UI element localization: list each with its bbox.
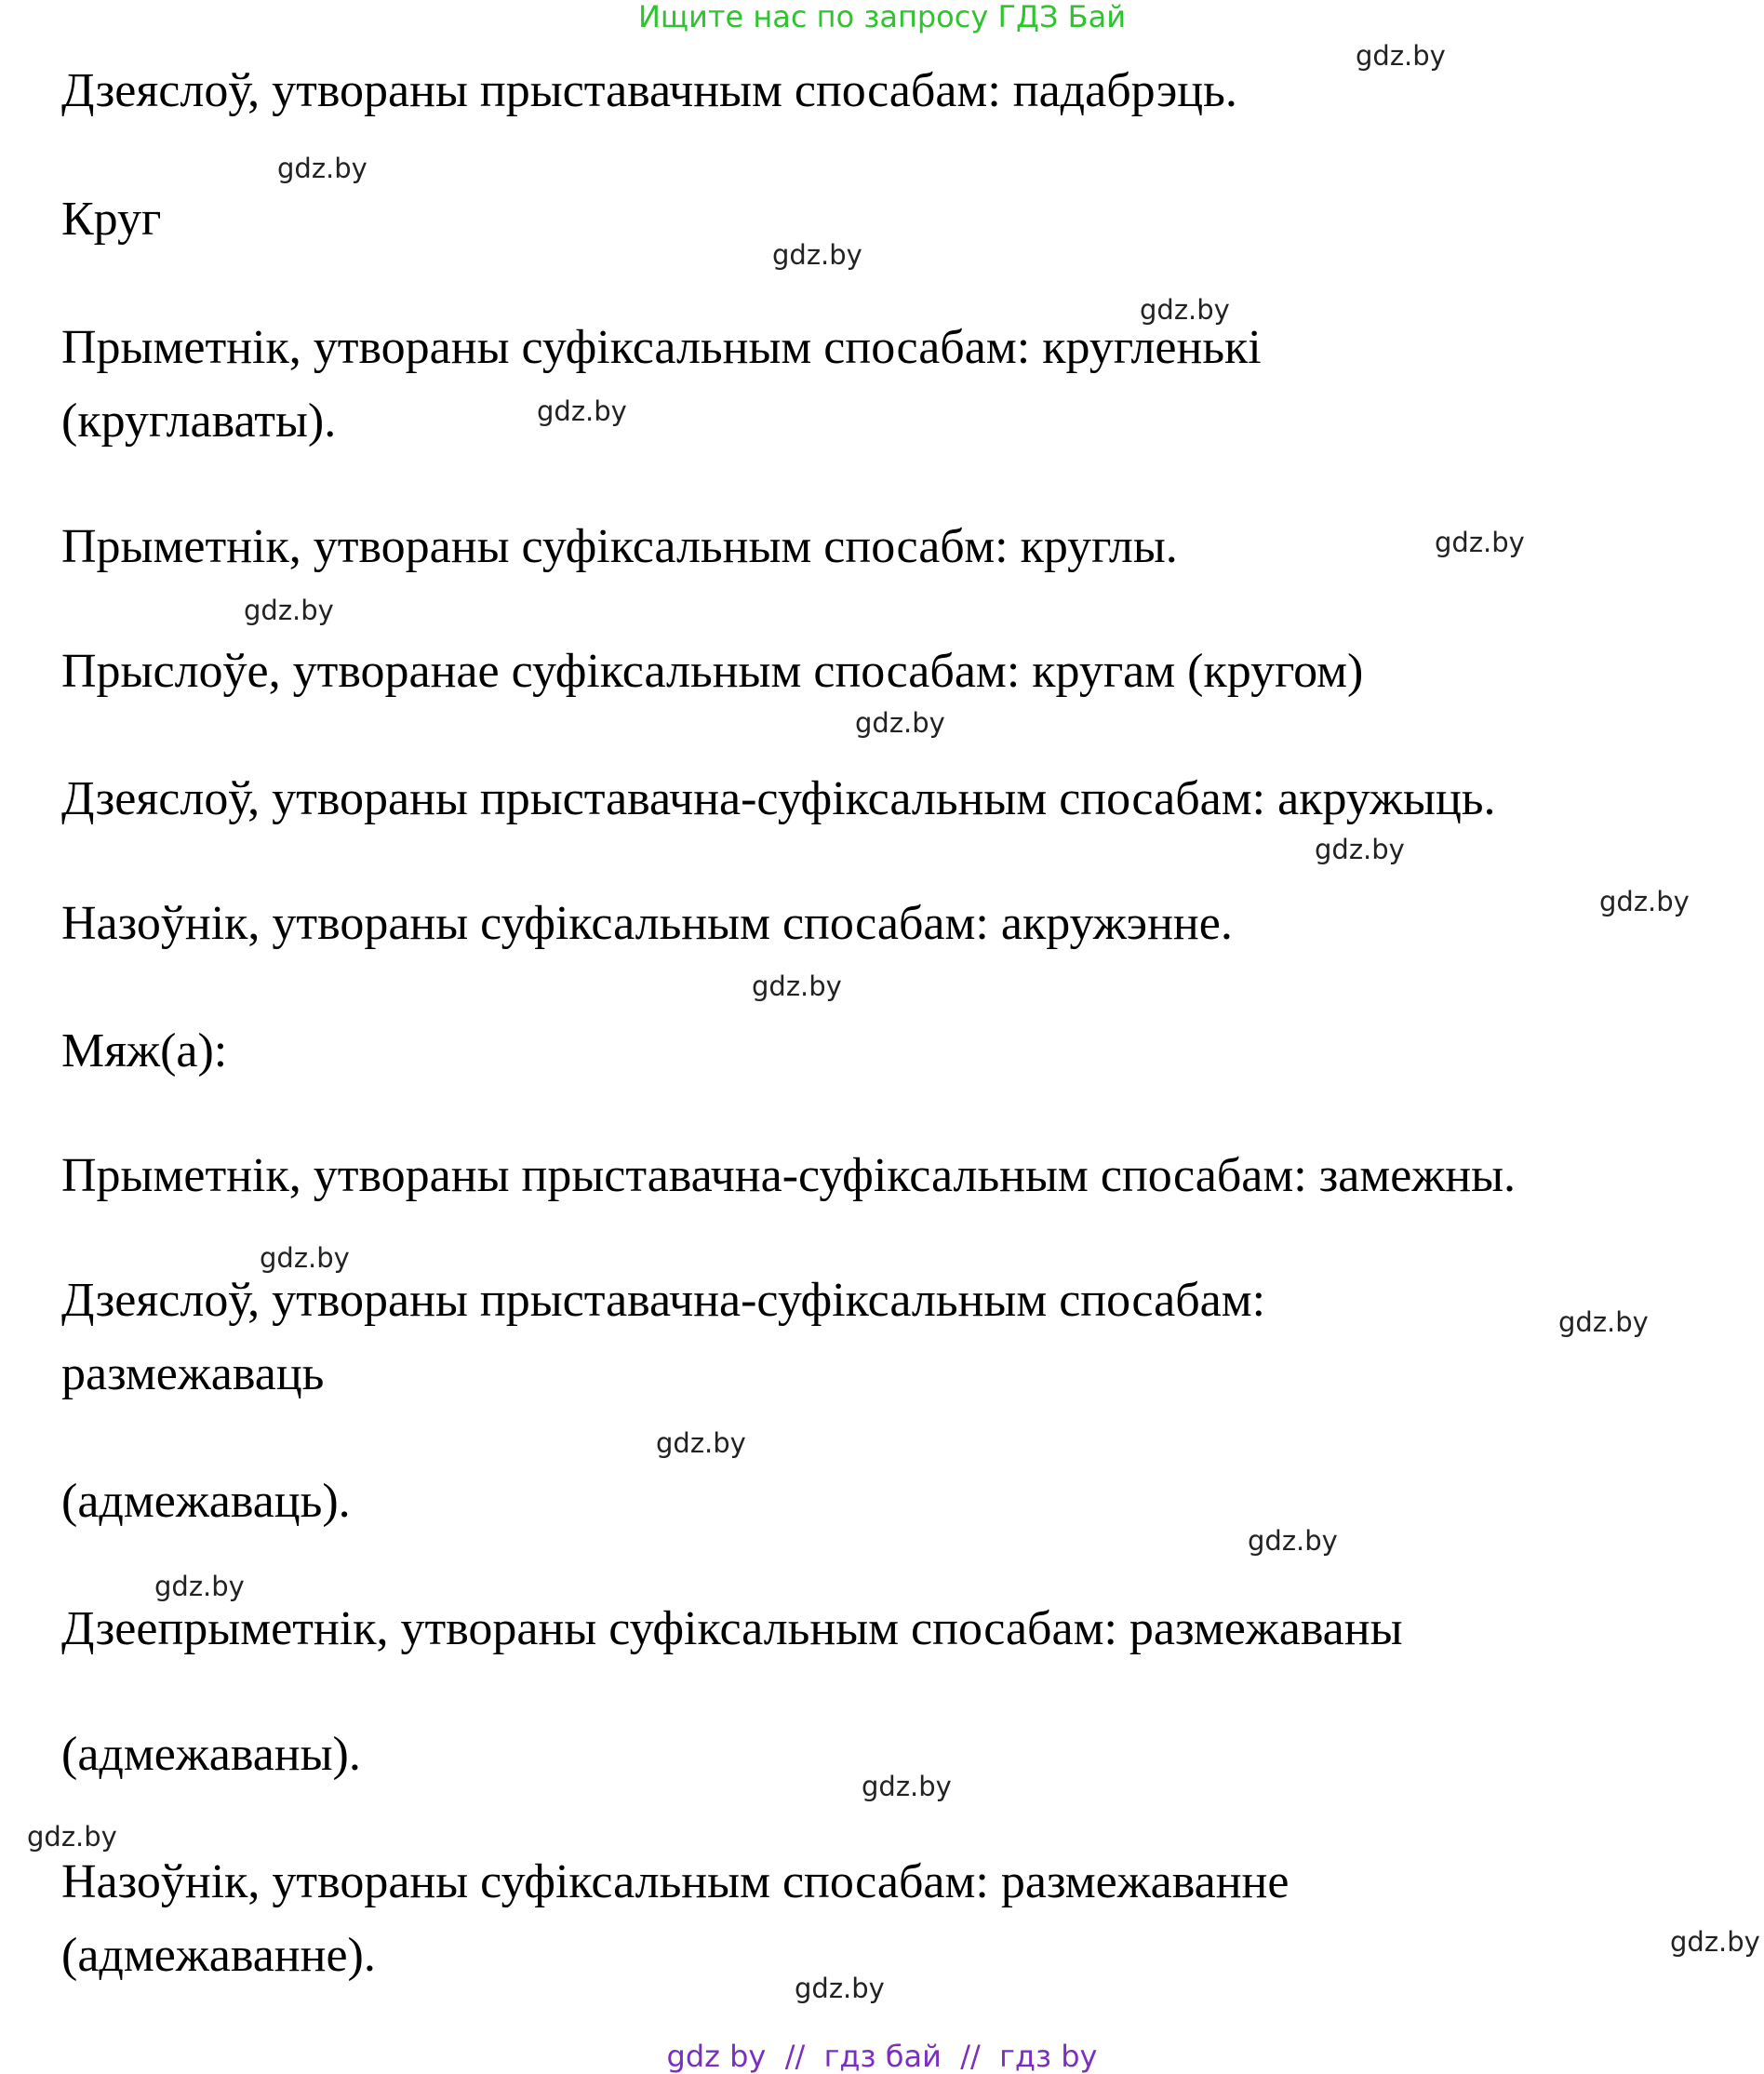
text-line: Дзеяслоў, утвораны прыставачна-суфіксальным спосабам: bbox=[61, 1274, 1266, 1327]
text-line: Прыметнік, утвораны суфіксальным спосабам: кругленькі bbox=[61, 321, 1262, 374]
section-heading: Круг bbox=[61, 193, 162, 246]
text-line: Дзеепрыметнік, утвораны суфіксальным спосабам: размежаваны bbox=[61, 1602, 1403, 1655]
text-line: Дзеяслоў, утвораны прыставачна-суфіксальным спосабам: акружыць. bbox=[61, 772, 1496, 825]
watermark: gdz.by bbox=[1670, 1926, 1760, 1958]
text-line: Прыслоўе, утворанае суфіксальным спосабам: кругам (кругом) bbox=[61, 645, 1364, 698]
watermark: gdz.by bbox=[772, 239, 862, 271]
text-line: Назоўнік, утвораны суфіксальным спосабам: акружэнне. bbox=[61, 897, 1233, 950]
watermark: gdz.by bbox=[795, 1973, 885, 2004]
text-line: Дзеяслоў, утвораны прыставачным спосабам: падабрэць. bbox=[61, 64, 1237, 117]
watermark: gdz.by bbox=[244, 595, 334, 626]
footer-links[interactable]: gdz by // гдз бай // гдз by bbox=[666, 2039, 1098, 2074]
search-hint[interactable]: Ищите нас по запросу ГДЗ Бай bbox=[637, 0, 1127, 34]
watermark: gdz.by bbox=[1435, 527, 1525, 558]
watermark: gdz.by bbox=[277, 153, 368, 184]
text-line: Назоўнік, утвораны суфіксальным спосабам: размежаванне bbox=[61, 1855, 1290, 1908]
watermark: gdz.by bbox=[154, 1571, 245, 1602]
watermark: gdz.by bbox=[855, 707, 945, 739]
watermark: gdz.by bbox=[27, 1821, 117, 1853]
watermark: gdz.by bbox=[260, 1242, 350, 1274]
watermark: gdz.by bbox=[1356, 40, 1446, 72]
watermark: gdz.by bbox=[1140, 294, 1230, 326]
text-line: (круглаваты). bbox=[61, 395, 337, 448]
text-line: Прыметнік, утвораны прыставачна-суфіксальным спосабам: замежны. bbox=[61, 1149, 1517, 1202]
watermark: gdz.by bbox=[656, 1427, 746, 1459]
watermark: gdz.by bbox=[1315, 834, 1405, 865]
watermark: gdz.by bbox=[1248, 1525, 1338, 1557]
section-heading: Мяж(а): bbox=[61, 1024, 228, 1077]
watermark: gdz.by bbox=[1558, 1306, 1649, 1338]
text-line: (адмежаванне). bbox=[61, 1929, 376, 1982]
text-line: (адмежаваны). bbox=[61, 1728, 361, 1781]
watermark: gdz.by bbox=[537, 395, 627, 427]
watermark: gdz.by bbox=[752, 970, 842, 1002]
text-line: размежаваць bbox=[61, 1347, 325, 1400]
text-line: (адмежаваць). bbox=[61, 1475, 351, 1528]
watermark: gdz.by bbox=[1599, 886, 1690, 917]
watermark: gdz.by bbox=[862, 1771, 952, 1802]
text-line: Прыметнік, утвораны суфіксальным спосабм: круглы. bbox=[61, 520, 1178, 573]
